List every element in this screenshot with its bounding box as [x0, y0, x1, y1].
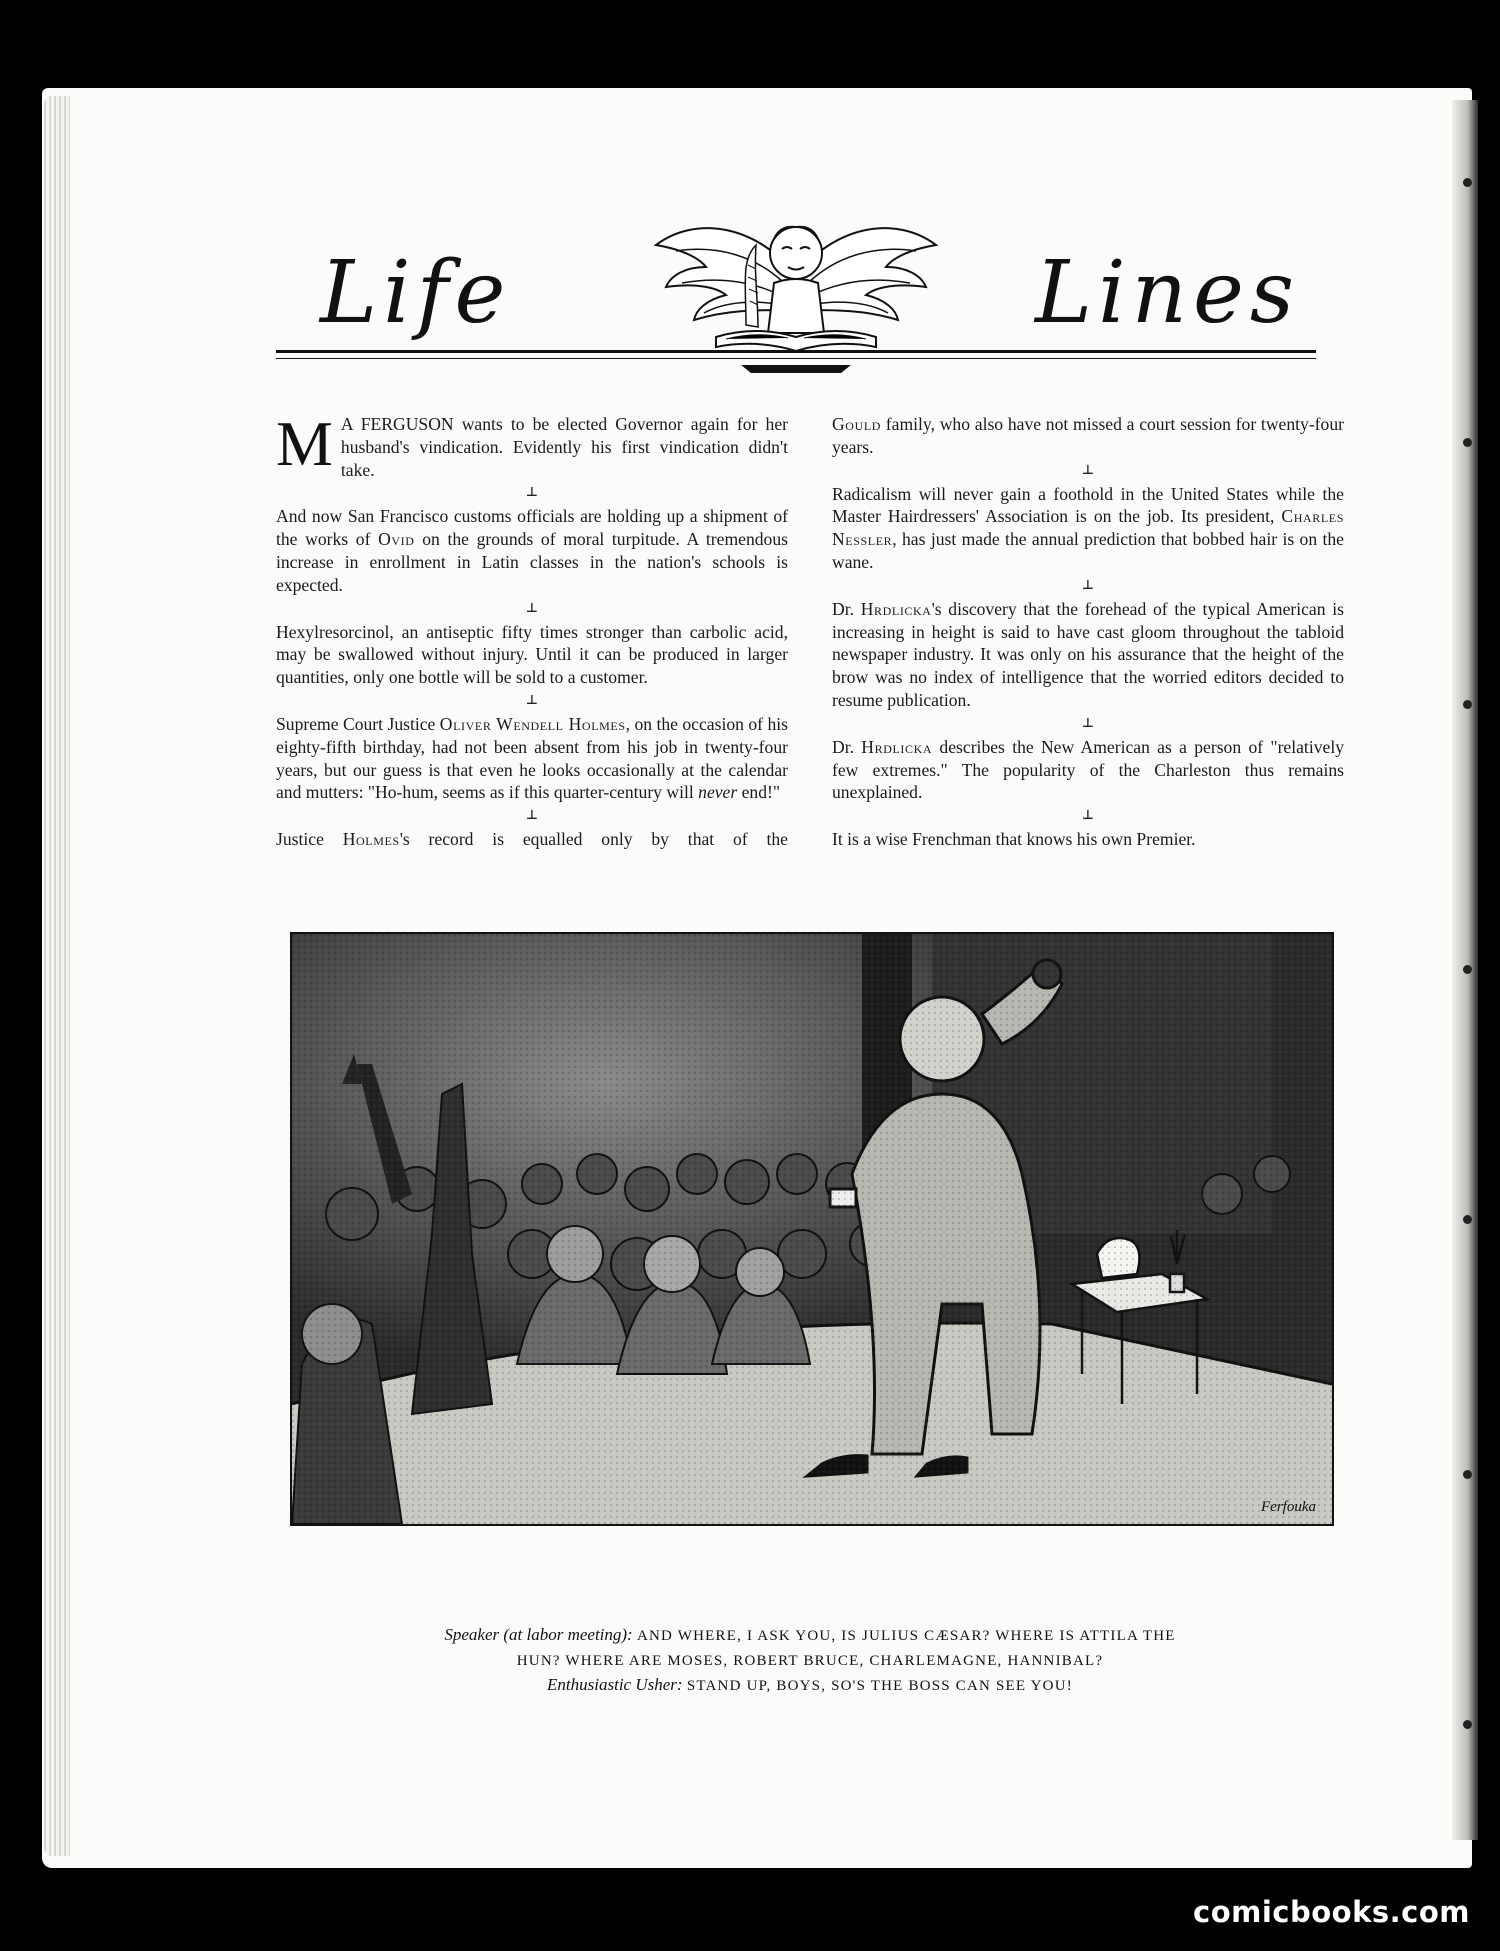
emphasis: never: [698, 782, 738, 803]
left-column: [276, 408, 788, 851]
separator-glyph: ⊥: [1082, 577, 1094, 593]
paragraph-text: 's record is equalled only by that of the: [399, 829, 788, 850]
separator-glyph: ⊥: [526, 808, 538, 824]
paragraph-text: Supreme Court Justice: [276, 713, 440, 734]
separator-glyph: ⊥: [526, 692, 538, 708]
paragraph: [832, 598, 1344, 712]
paragraph-text: Radicalism will never gain a foothold in the United States while the Master Hairdressers' Association is on the job. Its president,: [832, 483, 1344, 527]
page-header: [276, 205, 1316, 385]
caption-line: [280, 1623, 1340, 1648]
cartoon-caption: [280, 1623, 1340, 1698]
paragraph: [832, 413, 1344, 459]
paragraph-text: , on the occasion of his eighty-fifth birthday, had not been absent from his job in twenty-four years, but our guess is that even he looks occasionally at the calendar and mutters: "Ho-hum, seems as if this quarter-century will: [276, 713, 788, 803]
paragraph: [276, 408, 788, 481]
paragraph-text: end!": [737, 782, 781, 803]
page-edges: [44, 96, 70, 1856]
separator-glyph: ⊥: [1082, 462, 1094, 478]
paragraph: [276, 713, 788, 804]
drop-cap: M: [276, 408, 333, 479]
caption-text: AND WHERE, I ASK YOU, IS JULIUS CÆSAR? WHERE IS ATTILA THE: [636, 1628, 1176, 1644]
separator-glyph: ⊥: [526, 485, 538, 501]
paragraph-text: 's discovery that the forehead of the typical American is increasing in height is said to have cast gloom throughout the tabloid newspaper industry. It was only on his assurance that the height of the brow was no index of intelligence that the worried editors decided to resume publication.: [832, 598, 1344, 710]
person-name: Hrdlicka: [861, 736, 933, 757]
usher-label: Enthusiastic Usher:: [547, 1675, 683, 1694]
paragraph-text: Dr.: [832, 598, 861, 619]
binding-stud: [1463, 965, 1472, 974]
paragraph: [276, 505, 788, 596]
artist-signature: Ferfouka: [1261, 1499, 1316, 1515]
paragraph-text: Justice: [276, 829, 343, 850]
binding-stud: [1463, 178, 1472, 187]
paragraph-text: Dr.: [832, 736, 862, 757]
paragraph: It is a wise Frenchman that knows his own Premier.: [832, 829, 1196, 850]
binding-stud: [1463, 1470, 1472, 1479]
person-name: Gould: [832, 414, 882, 434]
paragraph: [832, 736, 1344, 804]
caption-text: STAND UP, BOYS, SO'S THE BOSS CAN SEE YOU!: [686, 1678, 1073, 1694]
title-life: Life: [320, 243, 512, 343]
paragraph-text: A FERGUSON wants to be elected Governor again for her husband's vindication. Evidently his first vindication didn't take.: [340, 414, 788, 480]
caption-line: [280, 1648, 1340, 1673]
paragraph-text: describes the New American as a person of "relatively few extremes." The popularity of the Charleston thus remains unexplained.: [832, 736, 1345, 803]
separator-glyph: ⊥: [526, 600, 538, 616]
binding-stud: [1463, 700, 1472, 709]
cartoon-drawing: [292, 934, 1332, 1524]
header-rule: [276, 358, 1316, 359]
paragraph-text: And now San Francisco customs officials are holding up a shipment of the works of: [276, 506, 788, 550]
header-rule: [276, 350, 1316, 353]
paragraph: [832, 483, 1344, 574]
person-name: Holmes: [342, 829, 400, 850]
watermark-text: comicbooks.com: [1193, 1895, 1470, 1929]
right-column: [832, 413, 1344, 851]
person-name: Charles Nessler: [832, 506, 1344, 550]
cartoon-illustration: [290, 932, 1334, 1526]
paragraph-text: family, who also have not missed a court session for twenty-four years.: [832, 414, 1344, 457]
binding-stud: [1463, 438, 1472, 447]
paragraph: [276, 828, 788, 851]
speaker-label: Speaker (at labor meeting):: [444, 1625, 633, 1644]
paragraph-text: , has just made the annual prediction that bobbed hair is on the wane.: [832, 529, 1344, 572]
person-name: Oliver Wendell Holmes: [439, 713, 626, 734]
paragraph: Hexylresorcinol, an antiseptic fifty times stronger than carbolic acid, may be swallowed without injury. Until it can be produced in larger quantities, only one bottle will be sold to a customer.: [276, 621, 788, 688]
caption-text: HUN? WHERE ARE MOSES, ROBERT BRUCE, CHARLEMAGNE, HANNIBAL?: [516, 1653, 1104, 1669]
title-lines: Lines: [1034, 243, 1300, 343]
person-name: Hrdlicka: [860, 598, 932, 619]
separator-glyph: ⊥: [1082, 715, 1094, 731]
caption-line: [280, 1673, 1340, 1698]
binding-stud: [1463, 1720, 1472, 1729]
person-name: Ovid: [378, 529, 415, 550]
paragraph-text: on the grounds of moral turpitude. A tremendous increase in enrollment in Latin classes in the nation's schools is expected.: [276, 529, 788, 595]
binding-stud: [1463, 1215, 1472, 1224]
separator-glyph: ⊥: [1082, 808, 1094, 824]
